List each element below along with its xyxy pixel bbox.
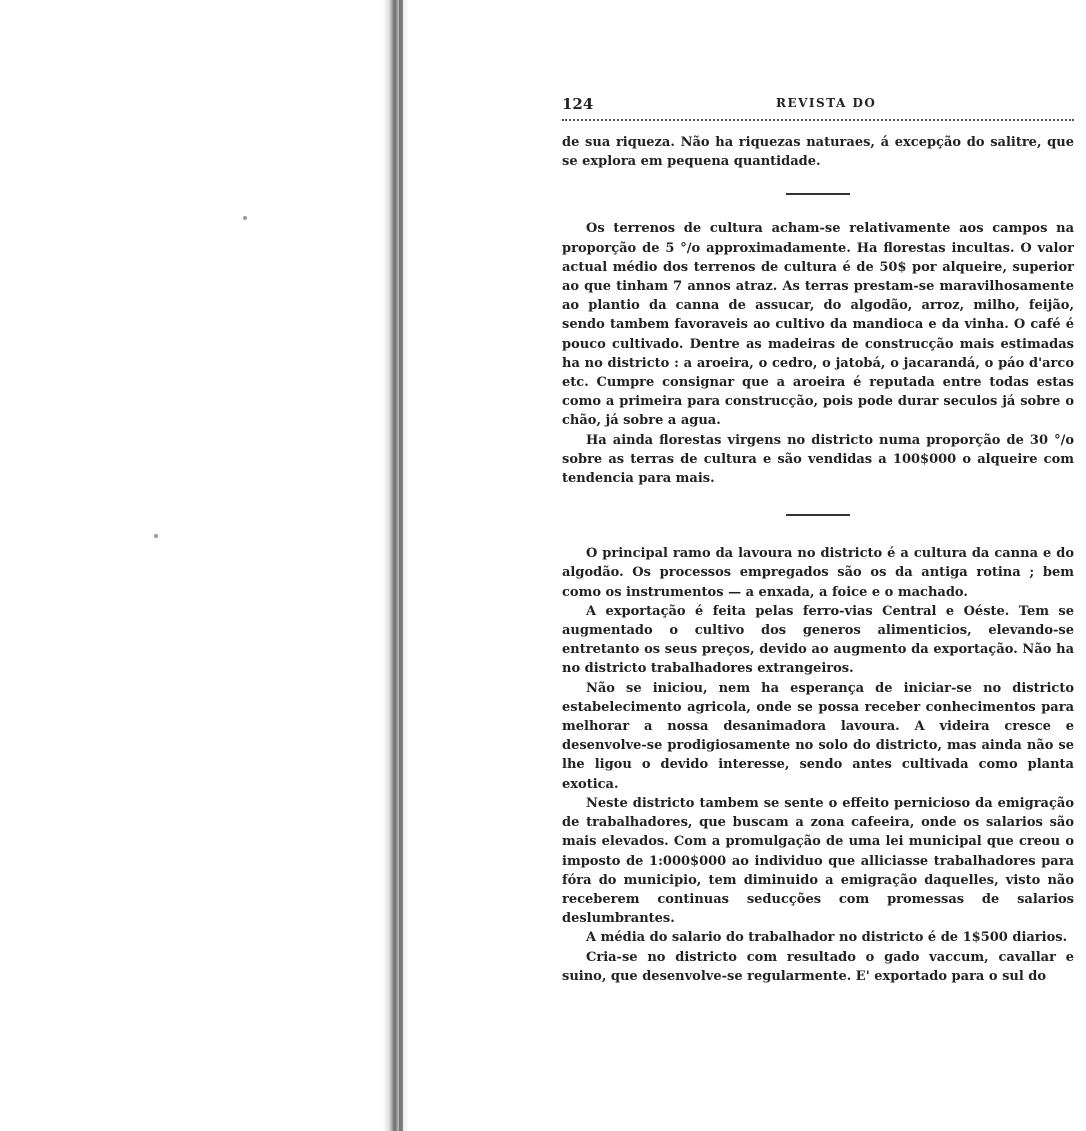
journal-title: REVISTA DO <box>776 96 877 110</box>
paragraph-3: Ha ainda florestas virgens no districto numa proporção de 30 °/o sobre as terras de cultura e são vendidas a 100$000 o alqueire com tendencia para mais. <box>562 432 1074 487</box>
paragraph-1: de sua riqueza. Não ha riquezas naturaes, á excepção do salitre, que se explora em pequena quantidade. <box>562 135 1074 170</box>
book-page <box>562 95 1074 986</box>
section-separator <box>786 193 850 195</box>
paragraph-5: A exportação é feita pelas ferro-vias Central e Oéste. Tem se augmentado o cultivo dos generos alimenticios, elevando-se entretanto os seus preços, devido ao augmento da exportação. Não ha no districto trabalhadores extrangeiros. <box>562 603 1074 677</box>
running-head <box>562 95 1074 119</box>
paragraph-7: Neste districto tambem se sente o effeito pernicioso da emigração de trabalhadores, que buscam a zona cafeeira, onde os salarios são mais elevados. Com a promulgação de uma lei municipal que creou o imposto de 1:000$000 ao individuo que alliciasse trabalhadores para fóra do municipio, tem diminuido a emigração daquelles, visto não receberem continuas seducções com promessas de salarios deslumbrantes. <box>562 795 1074 927</box>
binding-shadow <box>383 0 409 1131</box>
paper-speck <box>154 534 158 538</box>
section-separator <box>786 514 850 516</box>
header-rule <box>562 119 1074 121</box>
binding-edge <box>399 0 403 1131</box>
paragraph-8: A média do salario do trabalhador no districto é de 1$500 diarios. <box>586 930 1068 946</box>
paragraph-2: Os terrenos de cultura acham-se relativamente aos campos na proporção de 5 °/o approximadamente. Ha florestas incultas. O valor actual médio dos terrenos de cultura é de 50$ por alqueire, superior ao que tinham 7 annos atraz. As terras prestam-se maravilhosamente ao plantio da canna de assucar, do algodão, arroz, milho, feijão, sendo tambem favoraveis ao cultivo da mandioca e da vinha. O café é pouco cultivado. Dentre as madeiras de construcção mais estimadas ha no districto : a aroeira, o cedro, o jatobá, o jacarandá, o páo d'arco etc. Cumpre consignar que a aroeira é reputada entre todas estas como a primeira para construcção, pois pode durar seculos já sobre o chão, já sobre a agua. <box>562 221 1074 429</box>
paper-speck <box>243 216 247 220</box>
paragraph-9: Cria-se no districto com resultado o gado vaccum, cavallar e suino, que desenvolve-se regularmente. E' exportado para o sul do <box>562 949 1074 984</box>
page-number: 124 <box>562 95 594 113</box>
paragraph-6: Não se iniciou, nem ha esperança de iniciar-se no districto estabelecimento agricola, onde se possa receber conhecimentos para melhorar a nossa desanimadora lavoura. A videira cresce e desenvolve-se prodigiosamente no solo do districto, mas ainda não se lhe ligou o devido interesse, sendo antes cultivada como planta exotica. <box>562 680 1074 792</box>
paragraph-4: O principal ramo da lavoura no districto é a cultura da canna e do algodão. Os processos empregados são os da antiga rotina ; bem como os instrumentos — a enxada, a foice e o machado. <box>562 546 1074 600</box>
